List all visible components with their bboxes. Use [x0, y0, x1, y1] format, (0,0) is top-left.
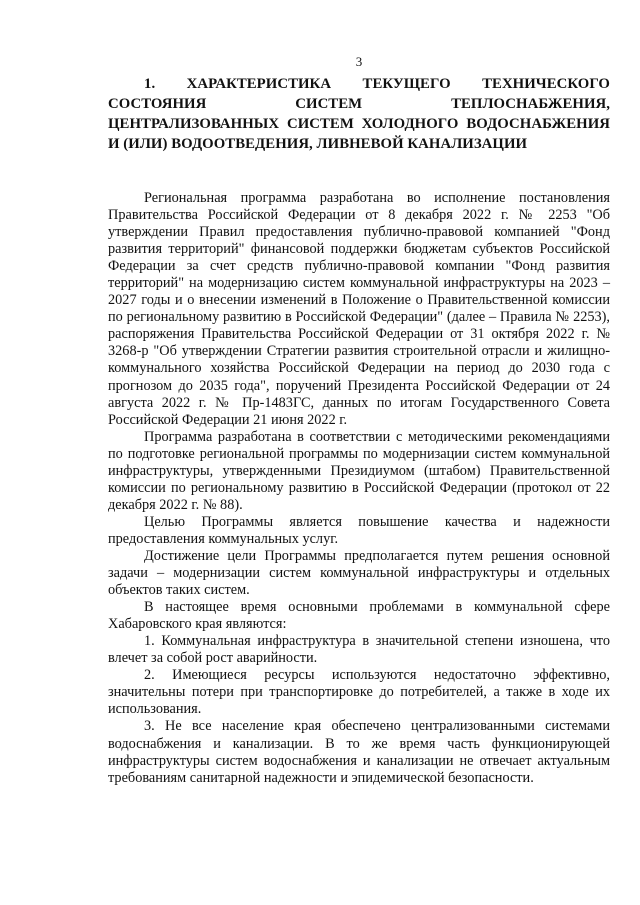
section-heading: 1. ХАРАКТЕРИСТИКА ТЕКУЩЕГО ТЕХНИЧЕСКОГО СОСТОЯНИЯ СИСТЕМ ТЕПЛОСНАБЖЕНИЯ, ЦЕНТРАЛИЗОВАННЫХ СИСТЕМ ХОЛОДНОГО ВОДОСНАБЖЕНИЯ И (ИЛИ) ВОДООТВЕДЕНИЯ, ЛИВНЕВОЙ КАНАЛИЗАЦИИ: [108, 76, 610, 152]
paragraph-problems-intro: В настоящее время основными проблемами в коммунальной сфере Хабаровского края являются:: [108, 599, 610, 633]
page-number: 3: [355, 54, 363, 69]
body-text: [108, 190, 610, 787]
paragraph-problem-1: 1. Коммунальная инфраструктура в значительной степени изношена, что влечет за собой рост аварийности.: [108, 633, 610, 667]
document-page: [108, 54, 610, 787]
paragraph-problem-3: 3. Не все население края обеспечено централизованными системами водоснабжения и канализации. В то же время часть функционирующей инфраструктуры систем водоснабжения и канализации не отвечает актуальным требованиям санитарной надежности и эпидемической безопасности.: [108, 718, 610, 786]
heading-spacer: [108, 154, 610, 190]
paragraph-legal-basis: Региональная программа разработана во исполнение постановления Правительства Российской Федерации от 8 декабря 2022 г. № 2253 "Об утверждении Правил предоставления публично-правовой компанией "Фонд развития территорий" финансовой поддержки бюджетам субъектов Российской Федерации за счет средств публично-правовой компании "Фонд развития территорий" на модернизацию систем коммунальной инфраструктуры на 2023 – 2027 годы и о внесении изменений в Положение о Правительственной комиссии по региональному развитию в Российской Федерации" (далее – Правила № 2253), распоряжения Правительства Российской Федерации от 31 октября 2022 г. № 3268-р "Об утверждении Стратегии развития строительной отрасли и жилищно-коммунального хозяйства Российской Федерации на период до 2030 года с прогнозом до 2035 года", поручений Президента Российской Федерации от 24 августа 2022 г. № Пр-1483ГС, данных по итогам Государственного Совета Российской Федерации 21 июня 2022 г.: [108, 190, 610, 428]
paragraph-problem-2: 2. Имеющиеся ресурсы используются недостаточно эффективно, значительны потери при транспортировке до потребителей, а также в ходе их использования.: [108, 667, 610, 718]
paragraph-methodology: Программа разработана в соответствии с методическими рекомендациями по подготовке региональной программы по модернизации систем коммунальной инфраструктуры, утвержденными Президиумом (штабом) Правительственной комиссии по региональному развитию в Российской Федерации (протокол от 22 декабря 2022 г. № 88).: [108, 428, 610, 513]
paragraph-goal: Целью Программы является повышение качества и надежности предоставления коммунальных услуг.: [108, 513, 610, 547]
paragraph-main-task: Достижение цели Программы предполагается путем решения основной задачи – модернизации систем коммунальной инфраструктуры и отдельных объектов таких систем.: [108, 547, 610, 599]
